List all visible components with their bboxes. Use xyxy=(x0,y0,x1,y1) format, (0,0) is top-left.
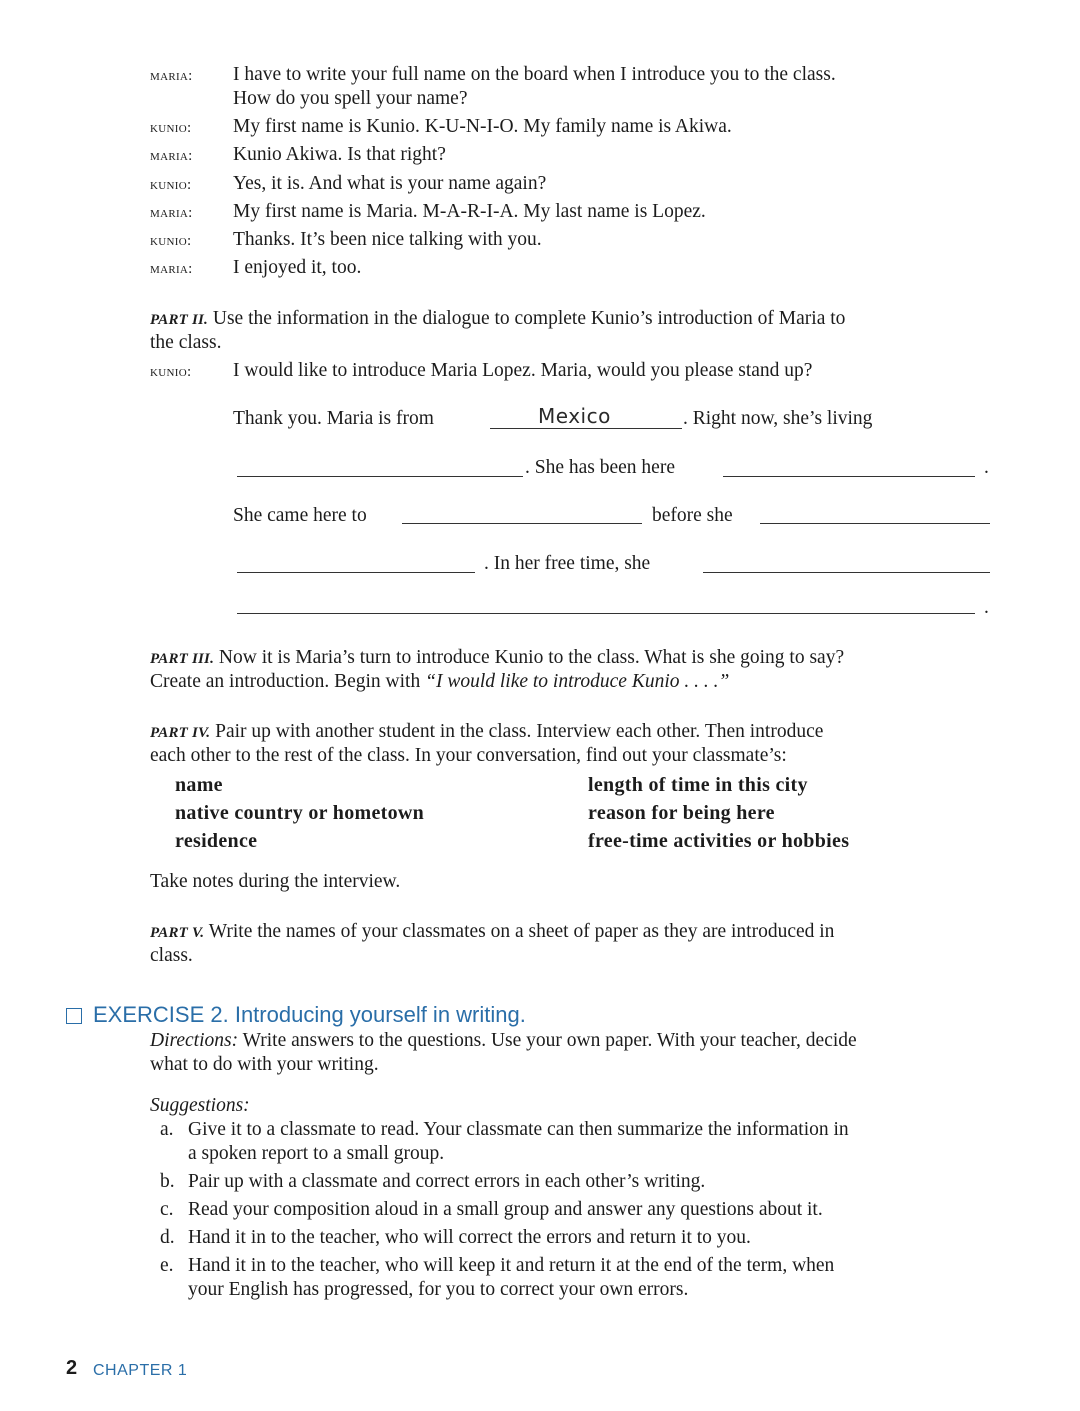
list-item-letter: d. xyxy=(160,1227,175,1248)
blank-country[interactable] xyxy=(490,428,682,429)
part5-label: PART V. xyxy=(150,925,205,941)
interview-field: residence xyxy=(175,830,258,852)
exercise-checkbox[interactable] xyxy=(66,1008,82,1024)
blank-before[interactable] xyxy=(760,523,990,524)
fill-text: Thank you. Maria is from xyxy=(233,408,434,429)
handwritten-answer: Mexico xyxy=(538,404,611,428)
dialogue-line: I have to write your full name on the board when I introduce you to the class. xyxy=(233,64,836,85)
speaker-label: kunio: xyxy=(150,364,192,380)
fill-text: before she xyxy=(652,505,733,526)
part3-text: Now it is Maria’s turn to introduce Kunio to the class. What is she going to say? xyxy=(218,647,845,668)
dialogue-line: My first name is Maria. M-A-R-I-A. My last name is Lopez. xyxy=(233,201,706,222)
blank-before-cont[interactable] xyxy=(237,572,475,573)
part4-instructions xyxy=(150,720,1000,745)
part2-label: PART II. xyxy=(150,312,208,328)
interview-field: free-time activities or hobbies xyxy=(588,830,850,852)
page-number: 2 xyxy=(66,1357,78,1379)
part4-notes: Take notes during the interview. xyxy=(150,871,401,892)
fill-text: . In her free time, she xyxy=(484,553,651,574)
interview-field: name xyxy=(175,774,223,796)
part4-text: Pair up with another student in the class. Interview each other. Then introduce xyxy=(215,721,824,742)
list-item-letter: c. xyxy=(160,1199,174,1220)
fill-text: She came here to xyxy=(233,505,367,526)
dialogue-line: Kunio Akiwa. Is that right? xyxy=(233,144,446,165)
blank-free-time[interactable] xyxy=(703,572,990,573)
exercise-title: EXERCISE 2. Introducing yourself in writing. xyxy=(93,1002,526,1027)
speaker-label: maria: xyxy=(150,261,193,277)
fill-text: . Right now, she’s living xyxy=(683,408,873,429)
speaker-label: kunio: xyxy=(150,233,192,249)
fill-text: . xyxy=(984,457,989,478)
part2-intro: I would like to introduce Maria Lopez. Maria, would you please stand up? xyxy=(233,360,813,381)
list-item-letter: a. xyxy=(160,1119,174,1140)
part3-instructions xyxy=(150,646,1000,671)
speaker-label: kunio: xyxy=(150,177,192,193)
part3-label: PART III. xyxy=(150,651,215,667)
list-item: Read your composition aloud in a small group and answer any questions about it. xyxy=(188,1199,823,1220)
blank-residence[interactable] xyxy=(237,476,523,477)
interview-field: length of time in this city xyxy=(588,774,808,796)
directions-text-cont: what to do with your writing. xyxy=(150,1054,379,1075)
part4-text-cont: each other to the rest of the class. In your conversation, find out your classmate’s: xyxy=(150,745,787,766)
blank-reason[interactable] xyxy=(402,523,642,524)
list-item: a spoken report to a small group. xyxy=(188,1143,445,1164)
dialogue-line: I enjoyed it, too. xyxy=(233,257,362,278)
directions-label: Directions: xyxy=(150,1030,239,1051)
part5-text: Write the names of your classmates on a sheet of paper as they are introduced in xyxy=(208,921,835,942)
part3-text-cont xyxy=(150,670,1000,694)
part3-example: “I would like to introduce Kunio . . . .” xyxy=(425,671,730,692)
part2-text: Use the information in the dialogue to complete Kunio’s introduction of Maria to xyxy=(212,308,846,329)
list-item: your English has progressed, for you to correct your own errors. xyxy=(188,1279,689,1300)
list-item: Hand it in to the teacher, who will keep it and return it at the end of the term, when xyxy=(188,1255,835,1276)
list-item-letter: e. xyxy=(160,1255,174,1276)
fill-text: . xyxy=(984,597,989,618)
blank-length-of-time[interactable] xyxy=(723,476,975,477)
part4-label: PART IV. xyxy=(150,725,211,741)
dialogue-line: How do you spell your name? xyxy=(233,88,468,109)
list-item: Give it to a classmate to read. Your classmate can then summarize the information in xyxy=(188,1119,849,1140)
dialogue-line: My first name is Kunio. K-U-N-I-O. My family name is Akiwa. xyxy=(233,116,732,137)
list-item: Pair up with a classmate and correct errors in each other’s writing. xyxy=(188,1171,706,1192)
directions-text: Write answers to the questions. Use your own paper. With your teacher, decide xyxy=(238,1030,857,1051)
list-item: Hand it in to the teacher, who will correct the errors and return it to you. xyxy=(188,1227,751,1248)
speaker-label: maria: xyxy=(150,205,193,221)
speaker-label: maria: xyxy=(150,68,193,84)
blank-free-time-cont[interactable] xyxy=(237,613,975,614)
dialogue-line: Thanks. It’s been nice talking with you. xyxy=(233,229,542,250)
list-item-letter: b. xyxy=(160,1171,175,1192)
dialogue-line: Yes, it is. And what is your name again? xyxy=(233,173,547,194)
speaker-label: kunio: xyxy=(150,120,192,136)
suggestions-label: Suggestions: xyxy=(150,1095,250,1116)
part5-instructions xyxy=(150,920,1000,945)
part2-instructions xyxy=(150,307,1000,332)
interview-field: reason for being here xyxy=(588,802,775,824)
part2-text-cont: the class. xyxy=(150,332,222,353)
interview-field: native country or hometown xyxy=(175,802,425,824)
exercise-directions xyxy=(150,1029,1000,1053)
chapter-label: CHAPTER 1 xyxy=(93,1362,188,1379)
part5-text-cont: class. xyxy=(150,945,193,966)
fill-text: . She has been here xyxy=(525,457,675,478)
speaker-label: maria: xyxy=(150,148,193,164)
part3-text2: Create an introduction. Begin with xyxy=(150,671,426,692)
